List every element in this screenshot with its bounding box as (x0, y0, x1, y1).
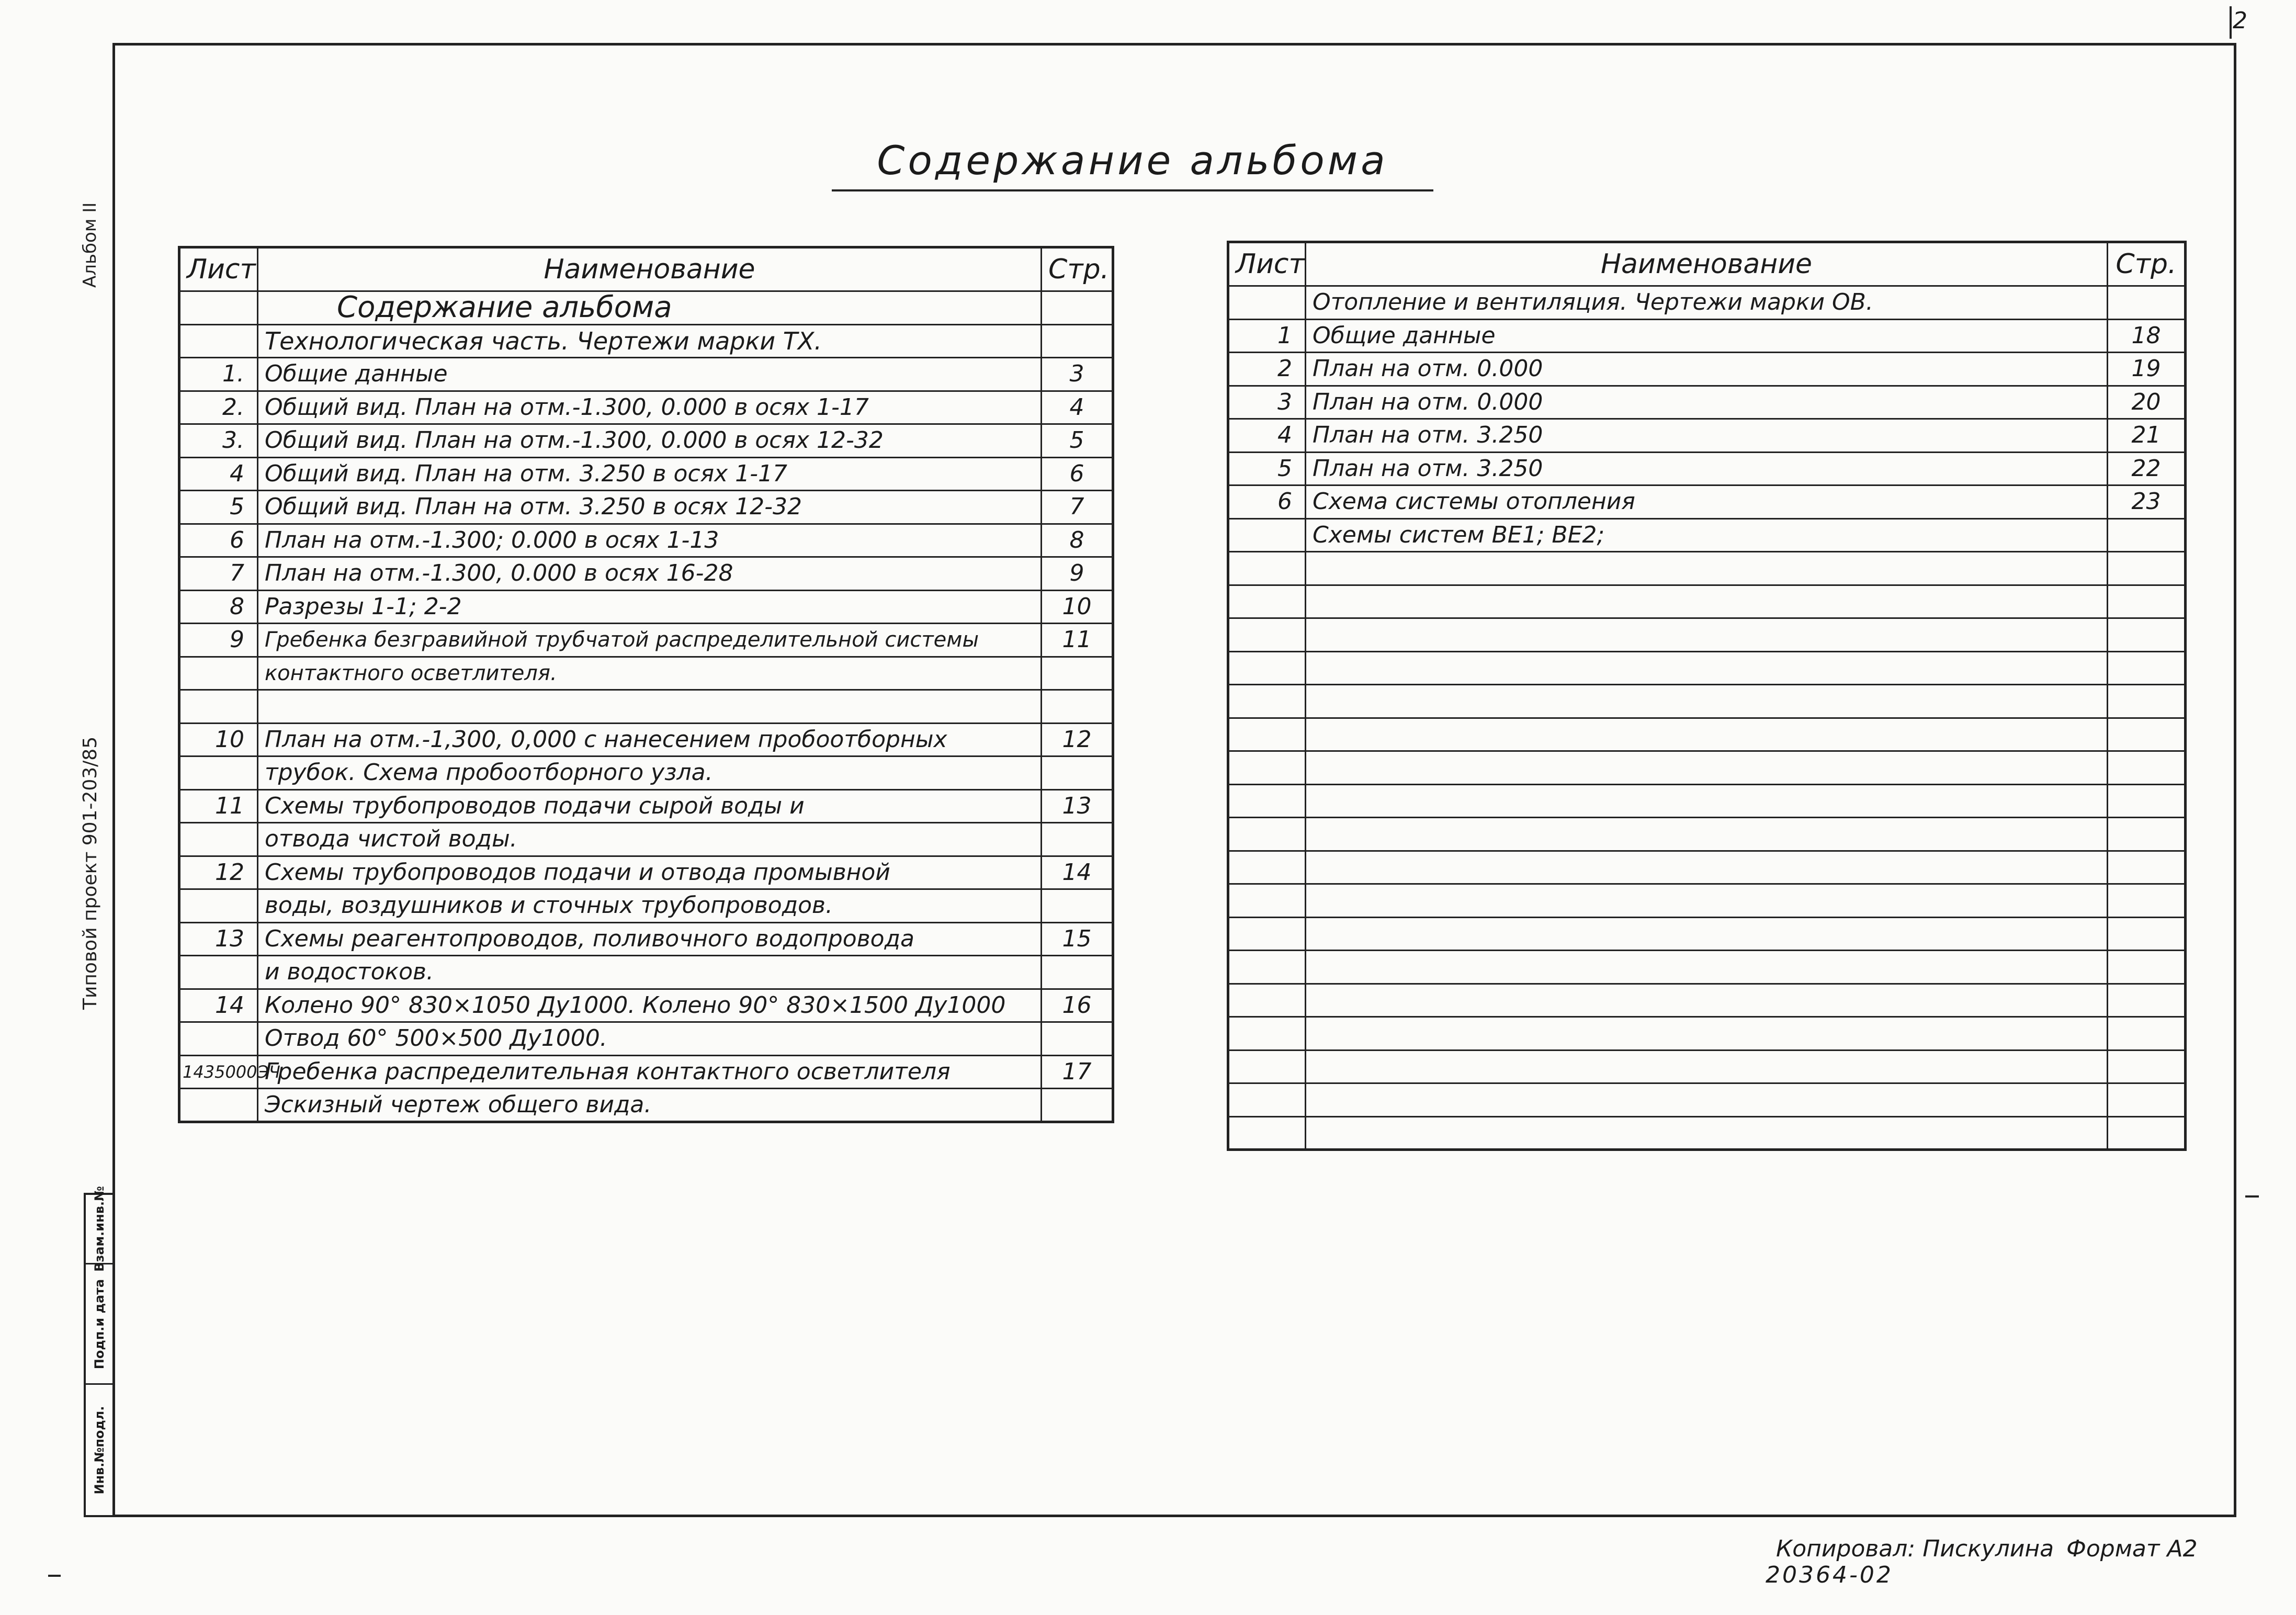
cell-name: Схема системы отопления (1306, 485, 2108, 519)
table-row (1228, 685, 2186, 718)
cell-sheet (179, 690, 258, 724)
table-row (179, 324, 1113, 358)
cell-page: 5 (1042, 424, 1113, 458)
cell-name: План на отм.-1.300, 0.000 в осях 16-28 (258, 557, 1042, 591)
table-row (1228, 884, 2186, 918)
table-row (179, 956, 1113, 989)
cell-name: Схемы реагентопроводов, поливочного водопровода (258, 922, 1042, 956)
cell-sheet: 1 (1228, 319, 1306, 353)
cell-name: трубок. Схема пробоотборного узла. (258, 756, 1042, 790)
cell-name (1306, 552, 2108, 585)
edge-mark-right (2245, 1195, 2259, 1198)
cell-page: 6 (1042, 457, 1113, 491)
table-row (179, 624, 1113, 657)
cell-sheet: 12 (179, 856, 258, 889)
cell-name: воды, воздушников и сточных трубопроводов. (258, 889, 1042, 923)
cell-sheet: 6 (1228, 485, 1306, 519)
cell-name (1306, 1050, 2108, 1083)
cell-sheet: 2. (179, 391, 258, 424)
table-row (179, 424, 1113, 458)
cell-sheet: 1. (179, 358, 258, 391)
cell-sheet (1228, 818, 1306, 851)
cell-sheet (1228, 784, 1306, 818)
cell-page (1042, 690, 1113, 724)
stamp-inv-orig: Инв.№подл. (92, 1406, 107, 1494)
cell-page (2108, 951, 2186, 984)
cell-name: Общий вид. План на отм.-1.300, 0.000 в осях 1-17 (258, 391, 1042, 424)
cell-name (1306, 884, 2108, 918)
cell-page (2108, 1017, 2186, 1051)
cell-page: 4 (1042, 391, 1113, 424)
cell-sheet: 1435000ЭЧ (179, 1055, 258, 1089)
cell-name (1306, 851, 2108, 884)
cell-name: Эскизный чертеж общего вида. (258, 1089, 1042, 1122)
table-row (1228, 419, 2186, 453)
table-row (179, 557, 1113, 591)
cell-page: 23 (2108, 485, 2186, 519)
table-row (179, 989, 1113, 1022)
cell-name (1306, 718, 2108, 751)
cell-page: 17 (1042, 1055, 1113, 1089)
cell-sheet: 11 (179, 789, 258, 823)
table-row (179, 789, 1113, 823)
table-row (1228, 552, 2186, 585)
cell-name: План на отм.-1,300, 0,000 с нанесением пробоотборных (258, 723, 1042, 756)
cell-name (1306, 818, 2108, 851)
table-row (179, 358, 1113, 391)
cell-sheet (179, 889, 258, 923)
table-row (179, 756, 1113, 790)
stamp-sign-date: Подп.и дата (92, 1279, 107, 1369)
cell-name: Общие данные (258, 358, 1042, 391)
cell-sheet: 8 (179, 590, 258, 624)
cell-sheet (1228, 984, 1306, 1017)
cell-name (1306, 618, 2108, 652)
table-row (179, 291, 1113, 325)
right-header-row (1228, 242, 2186, 286)
cell-page (2108, 651, 2186, 685)
cell-sheet (179, 756, 258, 790)
cell-sheet (179, 324, 258, 358)
cell-sheet: 5 (1228, 452, 1306, 485)
cell-sheet: 10 (179, 723, 258, 756)
table-row (179, 457, 1113, 491)
cell-page (2108, 1050, 2186, 1083)
cell-page: 13 (1042, 789, 1113, 823)
cell-name: Общие данные (1306, 319, 2108, 353)
table-row (1228, 651, 2186, 685)
table-row (1228, 917, 2186, 951)
page-number-tick (2230, 6, 2232, 39)
cell-name: и водостоков. (258, 956, 1042, 989)
table-row (1228, 353, 2186, 386)
cell-name: Гребенка безгравийной трубчатой распределительной системы (258, 624, 1042, 657)
cell-name (1306, 651, 2108, 685)
table-row (179, 823, 1113, 856)
cell-page (2108, 552, 2186, 585)
table-row (1228, 618, 2186, 652)
album-label: Альбом II (80, 202, 100, 288)
cell-sheet (1228, 286, 1306, 320)
cell-sheet (179, 1022, 258, 1056)
cell-name (1306, 984, 2108, 1017)
cell-page: 11 (1042, 624, 1113, 657)
right-header-page: Стр. (2108, 242, 2186, 286)
cell-sheet (1228, 851, 1306, 884)
cell-page (2108, 618, 2186, 652)
cell-sheet: 2 (1228, 353, 1306, 386)
cell-sheet (1228, 518, 1306, 552)
cell-sheet: 4 (179, 457, 258, 491)
table-row (1228, 286, 2186, 320)
cell-page (1042, 1022, 1113, 1056)
project-label: Типовой проект 901-203/85 (80, 736, 101, 1010)
right-header-name: Наименование (1306, 242, 2108, 286)
cell-page (2108, 1083, 2186, 1117)
table-row (1228, 851, 2186, 884)
sheet-format: Формат А2 (2066, 1535, 2198, 1562)
left-contents-table (178, 246, 1114, 1123)
cell-name (1306, 1116, 2108, 1150)
cell-name: Гребенка распределительная контактного осветлителя (258, 1055, 1042, 1089)
cell-page (1042, 657, 1113, 690)
cell-sheet (1228, 618, 1306, 652)
cell-page (2108, 917, 2186, 951)
cell-name (258, 690, 1042, 724)
cell-sheet (1228, 951, 1306, 984)
cell-page (2108, 286, 2186, 320)
cell-name: Колено 90° 830×1050 Ду1000. Колено 90° 830×1500 Ду1000 (258, 989, 1042, 1022)
stamp-cell-orig (86, 1383, 113, 1515)
cell-name: Схемы трубопроводов подачи сырой воды и (258, 789, 1042, 823)
cell-sheet (179, 291, 258, 325)
cell-page: 8 (1042, 524, 1113, 557)
table-row (1228, 751, 2186, 785)
cell-page (2108, 1116, 2186, 1150)
cell-sheet (179, 657, 258, 690)
cell-sheet (1228, 685, 1306, 718)
table-row (1228, 518, 2186, 552)
cell-sheet: 3 (1228, 386, 1306, 419)
page-number: 2 (2233, 7, 2247, 34)
table-row (179, 922, 1113, 956)
cell-name (1306, 685, 2108, 718)
table-row (1228, 984, 2186, 1017)
cell-sheet (1228, 1050, 1306, 1083)
table-row (179, 491, 1113, 524)
cell-sheet (1228, 552, 1306, 585)
cell-name: План на отм. 3.250 (1306, 419, 2108, 453)
cell-sheet (1228, 1017, 1306, 1051)
cell-name (1306, 585, 2108, 618)
table-row (179, 657, 1113, 690)
edge-mark-bottom (48, 1575, 61, 1577)
cell-page: 9 (1042, 557, 1113, 591)
cell-sheet: 3. (179, 424, 258, 458)
cell-name: Общий вид. План на отм. 3.250 в осях 12-32 (258, 491, 1042, 524)
cell-sheet: 7 (179, 557, 258, 591)
right-contents-table (1227, 241, 2187, 1151)
cell-page: 21 (2108, 419, 2186, 453)
cell-sheet: 9 (179, 624, 258, 657)
table-row (179, 889, 1113, 923)
cell-sheet (1228, 651, 1306, 685)
cell-page: 7 (1042, 491, 1113, 524)
cell-name: План на отм. 3.250 (1306, 452, 2108, 485)
table-row (1228, 1050, 2186, 1083)
cell-page (1042, 324, 1113, 358)
table-row (1228, 1083, 2186, 1117)
cell-page (1042, 956, 1113, 989)
table-row (1228, 452, 2186, 485)
cell-sheet (1228, 917, 1306, 951)
cell-sheet (179, 823, 258, 856)
cell-page: 19 (2108, 353, 2186, 386)
cell-page (2108, 884, 2186, 918)
table-row (179, 590, 1113, 624)
table-row (1228, 386, 2186, 419)
cell-sheet: 14 (179, 989, 258, 1022)
cell-sheet (1228, 585, 1306, 618)
stamp-replace-inv: Взам.инв.№ (92, 1186, 107, 1272)
table-row (1228, 784, 2186, 818)
cell-page: 16 (1042, 989, 1113, 1022)
table-row (179, 856, 1113, 889)
cell-name (1306, 951, 2108, 984)
cell-name (1306, 917, 2108, 951)
table-row (1228, 718, 2186, 751)
cell-page: 22 (2108, 452, 2186, 485)
cell-name: Общий вид. План на отм. 3.250 в осях 1-17 (258, 457, 1042, 491)
cell-page (2108, 818, 2186, 851)
cell-name: План на отм.-1.300; 0.000 в осях 1-13 (258, 524, 1042, 557)
cell-sheet: 6 (179, 524, 258, 557)
cell-page (2108, 751, 2186, 785)
table-row (179, 524, 1113, 557)
cell-name: Разрезы 1-1; 2-2 (258, 590, 1042, 624)
cell-page: 14 (1042, 856, 1113, 889)
cell-page (2108, 851, 2186, 884)
cell-sheet: 4 (1228, 419, 1306, 453)
cell-name: отвода чистой воды. (258, 823, 1042, 856)
cell-page (2108, 984, 2186, 1017)
cell-page: 3 (1042, 358, 1113, 391)
cell-name (1306, 784, 2108, 818)
left-header-row (179, 247, 1113, 291)
cell-name: План на отм. 0.000 (1306, 353, 2108, 386)
stamp-cell-sign (86, 1263, 113, 1383)
cell-name: контактного осветлителя. (258, 657, 1042, 690)
cell-page (2108, 585, 2186, 618)
copied-by: Копировал: Пискулина (1776, 1535, 2054, 1562)
cell-page (1042, 889, 1113, 923)
cell-page (2108, 685, 2186, 718)
archive-number: 20364-02 (1766, 1562, 1893, 1588)
cell-page (1042, 1089, 1113, 1122)
cell-sheet: 13 (179, 922, 258, 956)
cell-page (2108, 718, 2186, 751)
stamp-strip (84, 1186, 115, 1517)
table-row (179, 1055, 1113, 1089)
cell-name: Схемы систем ВЕ1; ВЕ2; (1306, 518, 2108, 552)
table-row (1228, 818, 2186, 851)
cell-name: Отопление и вентиляция. Чертежи марки ОВ. (1306, 286, 2108, 320)
cell-page (2108, 518, 2186, 552)
table-row (1228, 1017, 2186, 1051)
cell-name: План на отм. 0.000 (1306, 386, 2108, 419)
page-title: Содержание альбома (832, 137, 1433, 191)
table-row (179, 1022, 1113, 1056)
cell-name (1306, 751, 2108, 785)
table-row (1228, 951, 2186, 984)
cell-page: 12 (1042, 723, 1113, 756)
table-row (1228, 485, 2186, 519)
cell-name: Схемы трубопроводов подачи и отвода промывной (258, 856, 1042, 889)
cell-sheet: 5 (179, 491, 258, 524)
cell-page: 15 (1042, 922, 1113, 956)
table-row (179, 690, 1113, 724)
table-row (179, 1089, 1113, 1122)
cell-sheet (1228, 1116, 1306, 1150)
cell-page: 18 (2108, 319, 2186, 353)
cell-page (1042, 291, 1113, 325)
cell-sheet (1228, 884, 1306, 918)
cell-sheet (179, 1089, 258, 1122)
cell-sheet (1228, 751, 1306, 785)
cell-name (1306, 1017, 2108, 1051)
cell-name: Содержание альбома (258, 291, 1042, 325)
left-header-sheet: Лист (179, 247, 258, 291)
cell-name (1306, 1083, 2108, 1117)
left-header-page: Стр. (1042, 247, 1113, 291)
cell-page (1042, 756, 1113, 790)
cell-name: Отвод 60° 500×500 Ду1000. (258, 1022, 1042, 1056)
cell-name: Общий вид. План на отм.-1.300, 0.000 в осях 12-32 (258, 424, 1042, 458)
cell-page (1042, 823, 1113, 856)
cell-page: 10 (1042, 590, 1113, 624)
right-header-sheet: Лист (1228, 242, 1306, 286)
cell-sheet (1228, 1083, 1306, 1117)
stamp-cell-inv (86, 1186, 113, 1272)
cell-sheet (179, 956, 258, 989)
table-row (1228, 319, 2186, 353)
table-row (179, 723, 1113, 756)
cell-page: 20 (2108, 386, 2186, 419)
table-row (179, 391, 1113, 424)
cell-page (2108, 784, 2186, 818)
cell-sheet (1228, 718, 1306, 751)
table-row (1228, 1116, 2186, 1150)
left-header-name: Наименование (258, 247, 1042, 291)
table-row (1228, 585, 2186, 618)
cell-name: Технологическая часть. Чертежи марки ТХ. (258, 324, 1042, 358)
